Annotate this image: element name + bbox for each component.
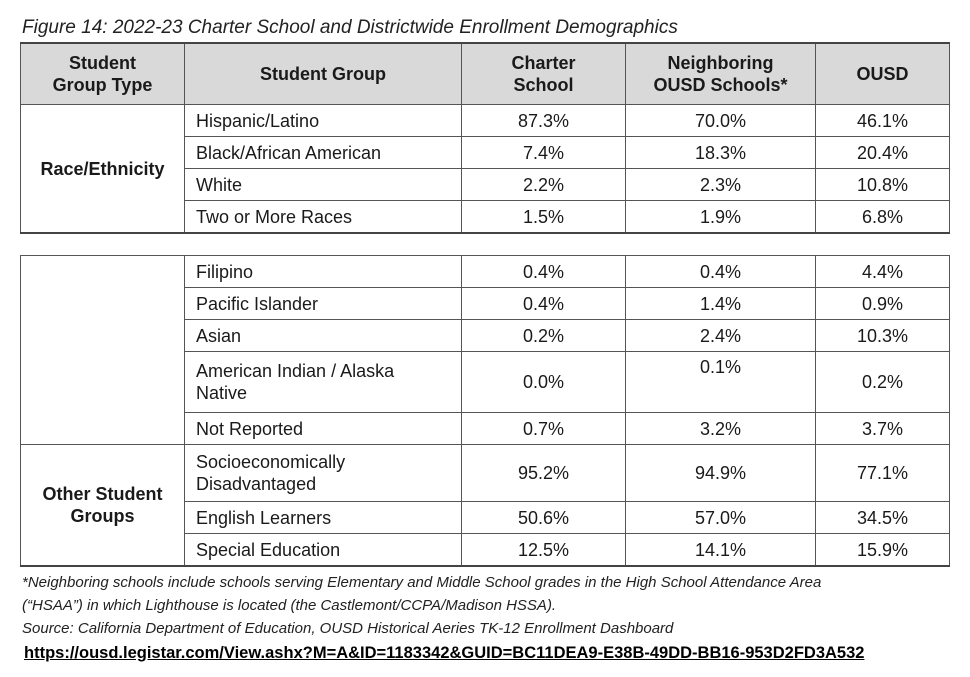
group-type-race: Race/Ethnicity [21,105,185,234]
cell-ousd: 46.1% [816,105,950,137]
cell-ousd: 6.8% [816,201,950,234]
cell-group: Two or More Races [185,201,462,234]
cell-group: Asian [185,320,462,352]
cell-group: English Learners [185,502,462,534]
table-row [21,105,950,137]
cell-charter: 0.2% [462,320,626,352]
footnote-line-2: (“HSAA”) in which Lighthouse is located (the Castlemont/CCPA/Madison HSSA). [22,597,557,614]
cell-group: Socioeconomically Disadvantaged [185,445,462,502]
footnote-line-1: *Neighboring schools include schools serving Elementary and Middle School grades in the High School Attendance Area [22,574,822,591]
cell-ousd: 34.5% [816,502,950,534]
cell-group: Filipino [185,256,462,288]
cell-charter: 0.4% [462,288,626,320]
cell-charter: 1.5% [462,201,626,234]
header-student-group: Student Group [185,43,462,105]
source-link[interactable]: https://ousd.legistar.com/View.ashx?M=A&ID=1183342&GUID=BC11DEA9-E38B-49DD-BB16-953D2FD3A532 [24,644,865,662]
table-row [21,256,950,288]
cell-group: Hispanic/Latino [185,105,462,137]
cell-charter: 0.4% [462,256,626,288]
cell-ousd: 10.3% [816,320,950,352]
cell-charter: 12.5% [462,534,626,567]
cell-group: Not Reported [185,413,462,445]
cell-neighboring: 0.4% [626,256,816,288]
figure-caption: Figure 14: 2022-23 Charter School and Districtwide Enrollment Demographics [22,17,678,38]
cell-charter: 0.0% [462,352,626,413]
cell-ousd: 3.7% [816,413,950,445]
cell-group: Black/African American [185,137,462,169]
table-row [21,445,950,502]
cell-ousd: 4.4% [816,256,950,288]
cell-group: Pacific Islander [185,288,462,320]
cell-group: American Indian / Alaska Native [185,352,462,413]
enrollment-table [20,42,950,567]
cell-ousd: 20.4% [816,137,950,169]
cell-group: White [185,169,462,201]
cell-neighboring: 57.0% [626,502,816,534]
cell-neighboring: 0.1% [626,352,816,413]
header-group-type: Student Group Type [21,43,185,105]
cell-ousd: 0.2% [816,352,950,413]
cell-charter: 2.2% [462,169,626,201]
cell-charter: 50.6% [462,502,626,534]
cell-charter: 0.7% [462,413,626,445]
cell-charter: 87.3% [462,105,626,137]
cell-neighboring: 2.3% [626,169,816,201]
table-notes [22,571,821,640]
cell-neighboring: 14.1% [626,534,816,567]
cell-group: Special Education [185,534,462,567]
cell-neighboring: 70.0% [626,105,816,137]
header-neighboring: Neighboring OUSD Schools* [626,43,816,105]
header-charter: Charter School [462,43,626,105]
cell-ousd: 10.8% [816,169,950,201]
cell-charter: 7.4% [462,137,626,169]
cell-neighboring: 18.3% [626,137,816,169]
cell-neighboring: 1.9% [626,201,816,234]
cell-neighboring: 94.9% [626,445,816,502]
source-note: Source: California Department of Education, OUSD Historical Aeries TK-12 Enrollment Dashboard [22,620,674,637]
cell-neighboring: 3.2% [626,413,816,445]
cell-charter: 95.2% [462,445,626,502]
cell-neighboring: 1.4% [626,288,816,320]
cell-neighboring: 2.4% [626,320,816,352]
cell-ousd: 15.9% [816,534,950,567]
header-ousd: OUSD [816,43,950,105]
spacer-cell [21,233,950,256]
cell-ousd: 0.9% [816,288,950,320]
header-row [21,43,950,105]
cell-ousd: 77.1% [816,445,950,502]
group-type-other: Other Student Groups [21,445,185,567]
group-type-blank [21,256,185,445]
table-spacer [21,233,950,256]
